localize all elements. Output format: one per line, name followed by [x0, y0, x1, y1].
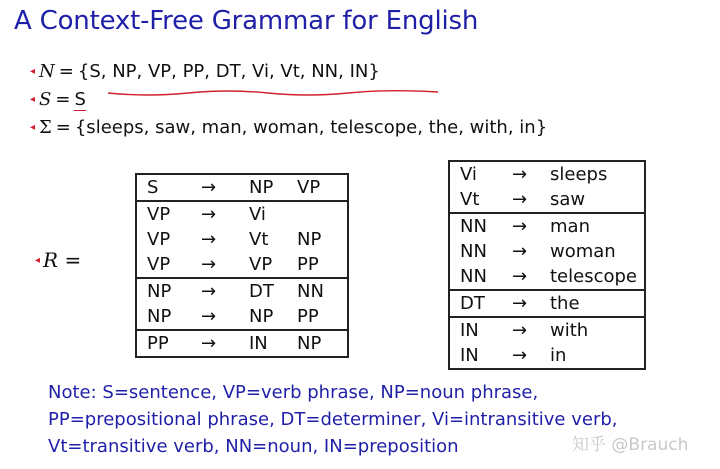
- note-text: [48, 379, 618, 460]
- rule-row: [136, 201, 348, 227]
- rule-arrow: →: [195, 330, 249, 357]
- phrase-rules-table: [135, 173, 349, 358]
- equals-sign: =: [55, 89, 71, 110]
- rule-lhs: IN: [460, 345, 479, 366]
- annotation-mark: ◂: [35, 255, 41, 266]
- rule-rhs: with: [550, 317, 645, 343]
- rule-lhs: NN: [449, 213, 508, 239]
- lexical-rule-row: [449, 161, 645, 187]
- rule-arrow: →: [512, 241, 528, 262]
- rule-rhs: NP: [297, 229, 322, 250]
- red-underline-annotation: [108, 88, 438, 98]
- definition-symbol: N: [39, 61, 55, 82]
- note-line: Note: S=sentence, VP=verb phrase, NP=noun phrase,: [48, 382, 539, 403]
- rule-arrow: →: [512, 189, 528, 210]
- definition-symbol: Σ: [39, 117, 52, 138]
- rule-lhs: VP: [147, 254, 171, 275]
- lexical-rule-row: [449, 239, 645, 264]
- rule-arrow: →: [201, 229, 217, 250]
- annotation-mark: ◂: [30, 66, 36, 77]
- rule-rhs: IN: [249, 330, 297, 357]
- lexical-rules-table: [448, 160, 646, 370]
- rule-rhs: sleeps: [550, 164, 608, 185]
- rule-rhs: saw: [550, 189, 586, 210]
- equals-sign: =: [58, 61, 74, 82]
- rule-rhs: man: [550, 213, 645, 239]
- annotation-mark: ◂: [30, 122, 36, 133]
- rule-lhs: DT: [449, 290, 508, 317]
- lexical-rule-row: [449, 264, 645, 290]
- rule-rhs: VP: [249, 254, 273, 275]
- rule-rhs: NP: [249, 177, 274, 198]
- rule-arrow: →: [508, 317, 550, 343]
- rule-rhs: NP: [297, 330, 348, 357]
- rule-arrow: →: [512, 164, 528, 185]
- rule-lhs: VP: [147, 229, 171, 250]
- equals-sign: =: [64, 248, 82, 272]
- rule-lhs: NN: [460, 241, 487, 262]
- nonterminals-definition: [30, 61, 380, 82]
- rule-lhs: NP: [147, 306, 172, 327]
- start-symbol-definition: [30, 89, 86, 110]
- rule-lhs: Vi: [460, 164, 477, 185]
- lexical-rule-row: [449, 290, 645, 317]
- definition-value: S: [74, 89, 86, 110]
- rule-lhs: PP: [136, 330, 195, 357]
- rules-symbol: R: [43, 248, 59, 272]
- rule-row: [136, 227, 348, 252]
- rule-rhs: Vt: [249, 229, 269, 250]
- note-line: Vt=transitive verb, NN=noun, IN=preposition: [48, 436, 459, 457]
- note-line: PP=prepositional phrase, DT=determiner, Vi=intransitive verb,: [48, 409, 618, 430]
- rule-rhs: the: [550, 290, 645, 317]
- rule-rhs: woman: [550, 241, 616, 262]
- definition-value: {sleeps, saw, man, woman, telescope, the, with, in}: [74, 117, 548, 138]
- rules-label: [35, 248, 81, 272]
- definition-value: {S, NP, VP, PP, DT, Vi, Vt, NN, IN}: [77, 61, 380, 82]
- lexical-rule-row: [449, 343, 645, 369]
- rule-arrow: →: [195, 201, 249, 227]
- rule-rhs: in: [550, 345, 567, 366]
- watermark: 知乎 @Brauch: [572, 435, 689, 455]
- rule-rhs: Vi: [249, 201, 297, 227]
- annotation-mark: ◂: [30, 94, 36, 105]
- rule-rhs: telescope: [550, 266, 637, 287]
- rule-lhs: NN: [460, 266, 487, 287]
- rule-arrow: →: [201, 306, 217, 327]
- rule-arrow: →: [508, 290, 550, 317]
- rule-arrow: →: [195, 278, 249, 304]
- rule-arrow: →: [201, 254, 217, 275]
- rule-row: [136, 330, 348, 357]
- rule-rhs: PP: [297, 254, 319, 275]
- equals-sign: =: [55, 117, 71, 138]
- rule-lhs: NP: [136, 278, 195, 304]
- lexical-rule-row: [449, 317, 645, 343]
- rule-arrow: →: [201, 177, 217, 198]
- rule-arrow: →: [508, 213, 550, 239]
- rule-rhs: DT: [249, 278, 297, 304]
- definition-symbol: S: [39, 89, 52, 110]
- rule-rhs: [297, 201, 348, 227]
- rule-rhs: NP: [249, 306, 274, 327]
- rule-row: [136, 174, 348, 201]
- terminals-definition: [30, 117, 547, 138]
- rule-lhs: IN: [449, 317, 508, 343]
- rule-arrow: →: [512, 345, 528, 366]
- rule-row: [136, 252, 348, 278]
- rule-rhs: PP: [297, 306, 319, 327]
- rule-row: [136, 304, 348, 330]
- rule-lhs: Vt: [460, 189, 480, 210]
- lexical-rule-row: [449, 213, 645, 239]
- rule-rhs: VP: [297, 177, 321, 198]
- rule-lhs: VP: [136, 201, 195, 227]
- slide-title: A Context-Free Grammar for English: [14, 6, 479, 36]
- lexical-rule-row: [449, 187, 645, 213]
- rule-arrow: →: [512, 266, 528, 287]
- rule-rhs: NN: [297, 278, 348, 304]
- rule-lhs: S: [147, 177, 159, 198]
- rule-row: [136, 278, 348, 304]
